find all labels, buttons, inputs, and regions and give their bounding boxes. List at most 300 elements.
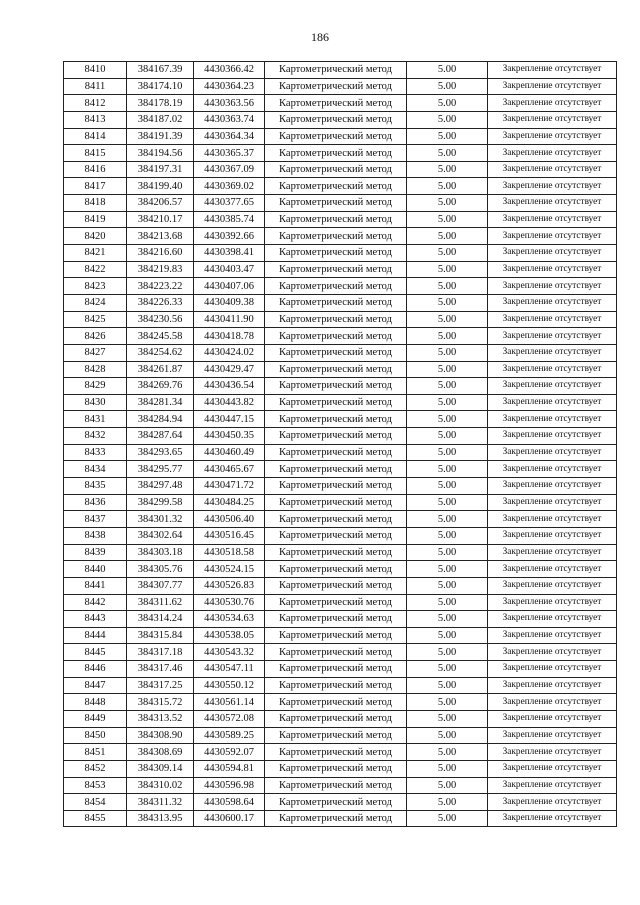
x-coordinate-cell: 384174.10 [127,78,194,95]
method-cell: Картометрический метод [265,145,407,162]
point-number-cell: 8439 [64,544,127,561]
point-number-cell: 8419 [64,211,127,228]
fixation-cell: Закрепление отсутствует [488,228,617,245]
y-coordinate-cell: 4430450.35 [194,428,265,445]
point-number-cell: 8428 [64,361,127,378]
x-coordinate-cell: 384317.25 [127,677,194,694]
fixation-cell: Закрепление отсутствует [488,278,617,295]
table-row [64,344,617,361]
point-number-cell: 8454 [64,794,127,811]
point-number-cell: 8431 [64,411,127,428]
point-number-cell: 8411 [64,78,127,95]
method-cell: Картометрический метод [265,245,407,262]
fixation-cell: Закрепление отсутствует [488,145,617,162]
accuracy-cell: 5.00 [407,794,488,811]
method-cell: Картометрический метод [265,261,407,278]
y-coordinate-cell: 4430484.25 [194,494,265,511]
y-coordinate-cell: 4430429.47 [194,361,265,378]
method-cell: Картометрический метод [265,411,407,428]
accuracy-cell: 5.00 [407,710,488,727]
point-number-cell: 8434 [64,461,127,478]
accuracy-cell: 5.00 [407,62,488,79]
point-number-cell: 8412 [64,95,127,112]
y-coordinate-cell: 4430409.38 [194,294,265,311]
fixation-cell: Закрепление отсутствует [488,128,617,145]
fixation-cell: Закрепление отсутствует [488,394,617,411]
y-coordinate-cell: 4430363.74 [194,111,265,128]
accuracy-cell: 5.00 [407,245,488,262]
point-number-cell: 8437 [64,511,127,528]
x-coordinate-cell: 384301.32 [127,511,194,528]
table-row [64,677,617,694]
table-row [64,95,617,112]
fixation-cell: Закрепление отсутствует [488,494,617,511]
x-coordinate-cell: 384194.56 [127,145,194,162]
fixation-cell: Закрепление отсутствует [488,311,617,328]
y-coordinate-cell: 4430411.90 [194,311,265,328]
x-coordinate-cell: 384315.72 [127,694,194,711]
table-row [64,444,617,461]
fixation-cell: Закрепление отсутствует [488,411,617,428]
table-row [64,195,617,212]
fixation-cell: Закрепление отсутствует [488,111,617,128]
y-coordinate-cell: 4430436.54 [194,378,265,395]
accuracy-cell: 5.00 [407,577,488,594]
accuracy-cell: 5.00 [407,411,488,428]
y-coordinate-cell: 4430592.07 [194,744,265,761]
fixation-cell: Закрепление отсутствует [488,444,617,461]
table-row [64,527,617,544]
point-number-cell: 8429 [64,378,127,395]
method-cell: Картометрический метод [265,178,407,195]
point-number-cell: 8443 [64,611,127,628]
y-coordinate-cell: 4430547.11 [194,661,265,678]
x-coordinate-cell: 384317.18 [127,644,194,661]
point-number-cell: 8427 [64,344,127,361]
accuracy-cell: 5.00 [407,195,488,212]
table-row [64,228,617,245]
point-number-cell: 8455 [64,810,127,827]
accuracy-cell: 5.00 [407,161,488,178]
accuracy-cell: 5.00 [407,95,488,112]
method-cell: Картометрический метод [265,777,407,794]
point-number-cell: 8413 [64,111,127,128]
accuracy-cell: 5.00 [407,627,488,644]
fixation-cell: Закрепление отсутствует [488,727,617,744]
y-coordinate-cell: 4430598.64 [194,794,265,811]
x-coordinate-cell: 384305.76 [127,561,194,578]
y-coordinate-cell: 4430594.81 [194,760,265,777]
y-coordinate-cell: 4430385.74 [194,211,265,228]
y-coordinate-cell: 4430460.49 [194,444,265,461]
table-row [64,161,617,178]
table-row [64,744,617,761]
x-coordinate-cell: 384197.31 [127,161,194,178]
fixation-cell: Закрепление отсутствует [488,211,617,228]
table-row [64,328,617,345]
method-cell: Картометрический метод [265,378,407,395]
x-coordinate-cell: 384297.48 [127,478,194,495]
y-coordinate-cell: 4430543.32 [194,644,265,661]
y-coordinate-cell: 4430443.82 [194,394,265,411]
table-row [64,494,617,511]
table-row [64,478,617,495]
y-coordinate-cell: 4430506.40 [194,511,265,528]
fixation-cell: Закрепление отсутствует [488,611,617,628]
point-number-cell: 8449 [64,710,127,727]
x-coordinate-cell: 384302.64 [127,527,194,544]
method-cell: Картометрический метод [265,694,407,711]
x-coordinate-cell: 384295.77 [127,461,194,478]
table-row [64,211,617,228]
x-coordinate-cell: 384213.68 [127,228,194,245]
accuracy-cell: 5.00 [407,78,488,95]
accuracy-cell: 5.00 [407,727,488,744]
method-cell: Картометрический метод [265,478,407,495]
accuracy-cell: 5.00 [407,378,488,395]
y-coordinate-cell: 4430471.72 [194,478,265,495]
accuracy-cell: 5.00 [407,211,488,228]
method-cell: Картометрический метод [265,810,407,827]
point-number-cell: 8430 [64,394,127,411]
accuracy-cell: 5.00 [407,744,488,761]
accuracy-cell: 5.00 [407,611,488,628]
point-number-cell: 8417 [64,178,127,195]
x-coordinate-cell: 384313.52 [127,710,194,727]
fixation-cell: Закрепление отсутствует [488,511,617,528]
method-cell: Картометрический метод [265,344,407,361]
point-number-cell: 8432 [64,428,127,445]
x-coordinate-cell: 384311.62 [127,594,194,611]
point-number-cell: 8444 [64,627,127,644]
table-row [64,145,617,162]
y-coordinate-cell: 4430403.47 [194,261,265,278]
y-coordinate-cell: 4430534.63 [194,611,265,628]
method-cell: Картометрический метод [265,78,407,95]
fixation-cell: Закрепление отсутствует [488,62,617,79]
method-cell: Картометрический метод [265,62,407,79]
method-cell: Картометрический метод [265,710,407,727]
x-coordinate-cell: 384313.95 [127,810,194,827]
x-coordinate-cell: 384210.17 [127,211,194,228]
fixation-cell: Закрепление отсутствует [488,378,617,395]
accuracy-cell: 5.00 [407,394,488,411]
fixation-cell: Закрепление отсутствует [488,344,617,361]
method-cell: Картометрический метод [265,394,407,411]
table-row [64,111,617,128]
accuracy-cell: 5.00 [407,478,488,495]
method-cell: Картометрический метод [265,561,407,578]
table-row [64,594,617,611]
y-coordinate-cell: 4430363.56 [194,95,265,112]
table-row [64,62,617,79]
point-number-cell: 8420 [64,228,127,245]
method-cell: Картометрический метод [265,544,407,561]
x-coordinate-cell: 384269.76 [127,378,194,395]
accuracy-cell: 5.00 [407,228,488,245]
x-coordinate-cell: 384309.14 [127,760,194,777]
method-cell: Картометрический метод [265,461,407,478]
point-number-cell: 8453 [64,777,127,794]
method-cell: Картометрический метод [265,311,407,328]
x-coordinate-cell: 384187.02 [127,111,194,128]
method-cell: Картометрический метод [265,195,407,212]
point-number-cell: 8414 [64,128,127,145]
point-number-cell: 8435 [64,478,127,495]
point-number-cell: 8448 [64,694,127,711]
y-coordinate-cell: 4430364.23 [194,78,265,95]
table-row [64,178,617,195]
method-cell: Картометрический метод [265,511,407,528]
y-coordinate-cell: 4430600.17 [194,810,265,827]
y-coordinate-cell: 4430596.98 [194,777,265,794]
method-cell: Картометрический метод [265,677,407,694]
y-coordinate-cell: 4430398.41 [194,245,265,262]
table-row [64,245,617,262]
method-cell: Картометрический метод [265,294,407,311]
fixation-cell: Закрепление отсутствует [488,478,617,495]
x-coordinate-cell: 384310.02 [127,777,194,794]
x-coordinate-cell: 384178.19 [127,95,194,112]
fixation-cell: Закрепление отсутствует [488,95,617,112]
table-row [64,561,617,578]
accuracy-cell: 5.00 [407,111,488,128]
x-coordinate-cell: 384308.69 [127,744,194,761]
coordinates-table [63,61,617,827]
method-cell: Картометрический метод [265,661,407,678]
fixation-cell: Закрепление отсутствует [488,428,617,445]
table-row [64,511,617,528]
table-row [64,760,617,777]
method-cell: Картометрический метод [265,577,407,594]
x-coordinate-cell: 384199.40 [127,178,194,195]
x-coordinate-cell: 384226.33 [127,294,194,311]
y-coordinate-cell: 4430516.45 [194,527,265,544]
y-coordinate-cell: 4430447.15 [194,411,265,428]
fixation-cell: Закрепление отсутствует [488,644,617,661]
y-coordinate-cell: 4430369.02 [194,178,265,195]
x-coordinate-cell: 384191.39 [127,128,194,145]
accuracy-cell: 5.00 [407,128,488,145]
point-number-cell: 8422 [64,261,127,278]
y-coordinate-cell: 4430365.37 [194,145,265,162]
y-coordinate-cell: 4430530.76 [194,594,265,611]
table-row [64,128,617,145]
fixation-cell: Закрепление отсутствует [488,78,617,95]
x-coordinate-cell: 384254.62 [127,344,194,361]
point-number-cell: 8445 [64,644,127,661]
method-cell: Картометрический метод [265,278,407,295]
accuracy-cell: 5.00 [407,810,488,827]
x-coordinate-cell: 384293.65 [127,444,194,461]
accuracy-cell: 5.00 [407,511,488,528]
accuracy-cell: 5.00 [407,777,488,794]
x-coordinate-cell: 384314.24 [127,611,194,628]
fixation-cell: Закрепление отсутствует [488,245,617,262]
point-number-cell: 8433 [64,444,127,461]
fixation-cell: Закрепление отсутствует [488,694,617,711]
fixation-cell: Закрепление отсутствует [488,261,617,278]
point-number-cell: 8451 [64,744,127,761]
table-row [64,794,617,811]
fixation-cell: Закрепление отсутствует [488,777,617,794]
fixation-cell: Закрепление отсутствует [488,577,617,594]
point-number-cell: 8450 [64,727,127,744]
y-coordinate-cell: 4430524.15 [194,561,265,578]
accuracy-cell: 5.00 [407,428,488,445]
accuracy-cell: 5.00 [407,278,488,295]
accuracy-cell: 5.00 [407,444,488,461]
accuracy-cell: 5.00 [407,328,488,345]
accuracy-cell: 5.00 [407,461,488,478]
method-cell: Картометрический метод [265,644,407,661]
fixation-cell: Закрепление отсутствует [488,744,617,761]
table-row [64,544,617,561]
table-row [64,627,617,644]
table-row [64,727,617,744]
y-coordinate-cell: 4430526.83 [194,577,265,594]
table-row [64,78,617,95]
x-coordinate-cell: 384303.18 [127,544,194,561]
method-cell: Картометрический метод [265,95,407,112]
page-number: 186 [311,30,329,44]
accuracy-cell: 5.00 [407,145,488,162]
y-coordinate-cell: 4430465.67 [194,461,265,478]
y-coordinate-cell: 4430538.05 [194,627,265,644]
fixation-cell: Закрепление отсутствует [488,527,617,544]
point-number-cell: 8418 [64,195,127,212]
accuracy-cell: 5.00 [407,760,488,777]
point-number-cell: 8438 [64,527,127,544]
method-cell: Картометрический метод [265,527,407,544]
table-row [64,611,617,628]
table-row [64,428,617,445]
accuracy-cell: 5.00 [407,527,488,544]
point-number-cell: 8421 [64,245,127,262]
table-row [64,261,617,278]
x-coordinate-cell: 384216.60 [127,245,194,262]
fixation-cell: Закрепление отсутствует [488,710,617,727]
fixation-cell: Закрепление отсутствует [488,561,617,578]
point-number-cell: 8442 [64,594,127,611]
method-cell: Картометрический метод [265,611,407,628]
point-number-cell: 8426 [64,328,127,345]
x-coordinate-cell: 384299.58 [127,494,194,511]
method-cell: Картометрический метод [265,161,407,178]
accuracy-cell: 5.00 [407,344,488,361]
x-coordinate-cell: 384284.94 [127,411,194,428]
fixation-cell: Закрепление отсутствует [488,461,617,478]
method-cell: Картометрический метод [265,228,407,245]
x-coordinate-cell: 384223.22 [127,278,194,295]
point-number-cell: 8440 [64,561,127,578]
fixation-cell: Закрепление отсутствует [488,760,617,777]
method-cell: Картометрический метод [265,128,407,145]
accuracy-cell: 5.00 [407,677,488,694]
method-cell: Картометрический метод [265,594,407,611]
point-number-cell: 8423 [64,278,127,295]
method-cell: Картометрический метод [265,211,407,228]
x-coordinate-cell: 384281.34 [127,394,194,411]
x-coordinate-cell: 384219.83 [127,261,194,278]
point-number-cell: 8447 [64,677,127,694]
x-coordinate-cell: 384311.32 [127,794,194,811]
x-coordinate-cell: 384206.57 [127,195,194,212]
accuracy-cell: 5.00 [407,311,488,328]
table-row [64,661,617,678]
y-coordinate-cell: 4430364.34 [194,128,265,145]
table-row [64,644,617,661]
table-row [64,311,617,328]
accuracy-cell: 5.00 [407,561,488,578]
accuracy-cell: 5.00 [407,178,488,195]
x-coordinate-cell: 384308.90 [127,727,194,744]
table-row [64,378,617,395]
x-coordinate-cell: 384307.77 [127,577,194,594]
table-row [64,710,617,727]
fixation-cell: Закрепление отсутствует [488,195,617,212]
y-coordinate-cell: 4430392.66 [194,228,265,245]
y-coordinate-cell: 4430377.65 [194,195,265,212]
fixation-cell: Закрепление отсутствует [488,328,617,345]
y-coordinate-cell: 4430407.06 [194,278,265,295]
table-row [64,361,617,378]
table-row [64,411,617,428]
method-cell: Картометрический метод [265,428,407,445]
point-number-cell: 8415 [64,145,127,162]
accuracy-cell: 5.00 [407,694,488,711]
y-coordinate-cell: 4430561.14 [194,694,265,711]
x-coordinate-cell: 384261.87 [127,361,194,378]
method-cell: Картометрический метод [265,727,407,744]
fixation-cell: Закрепление отсутствует [488,361,617,378]
method-cell: Картометрический метод [265,444,407,461]
y-coordinate-cell: 4430572.08 [194,710,265,727]
x-coordinate-cell: 384287.64 [127,428,194,445]
point-number-cell: 8424 [64,294,127,311]
fixation-cell: Закрепление отсутствует [488,661,617,678]
method-cell: Картометрический метод [265,361,407,378]
point-number-cell: 8436 [64,494,127,511]
y-coordinate-cell: 4430550.12 [194,677,265,694]
table-row [64,394,617,411]
point-number-cell: 8416 [64,161,127,178]
accuracy-cell: 5.00 [407,261,488,278]
method-cell: Картометрический метод [265,794,407,811]
fixation-cell: Закрепление отсутствует [488,677,617,694]
method-cell: Картометрический метод [265,760,407,777]
fixation-cell: Закрепление отсутствует [488,810,617,827]
y-coordinate-cell: 4430367.09 [194,161,265,178]
x-coordinate-cell: 384317.46 [127,661,194,678]
point-number-cell: 8446 [64,661,127,678]
fixation-cell: Закрепление отсутствует [488,594,617,611]
y-coordinate-cell: 4430424.02 [194,344,265,361]
fixation-cell: Закрепление отсутствует [488,178,617,195]
y-coordinate-cell: 4430589.25 [194,727,265,744]
accuracy-cell: 5.00 [407,544,488,561]
fixation-cell: Закрепление отсутствует [488,161,617,178]
point-number-cell: 8425 [64,311,127,328]
fixation-cell: Закрепление отсутствует [488,794,617,811]
x-coordinate-cell: 384230.56 [127,311,194,328]
y-coordinate-cell: 4430418.78 [194,328,265,345]
method-cell: Картометрический метод [265,111,407,128]
method-cell: Картометрический метод [265,744,407,761]
table-row [64,810,617,827]
fixation-cell: Закрепление отсутствует [488,627,617,644]
x-coordinate-cell: 384315.84 [127,627,194,644]
